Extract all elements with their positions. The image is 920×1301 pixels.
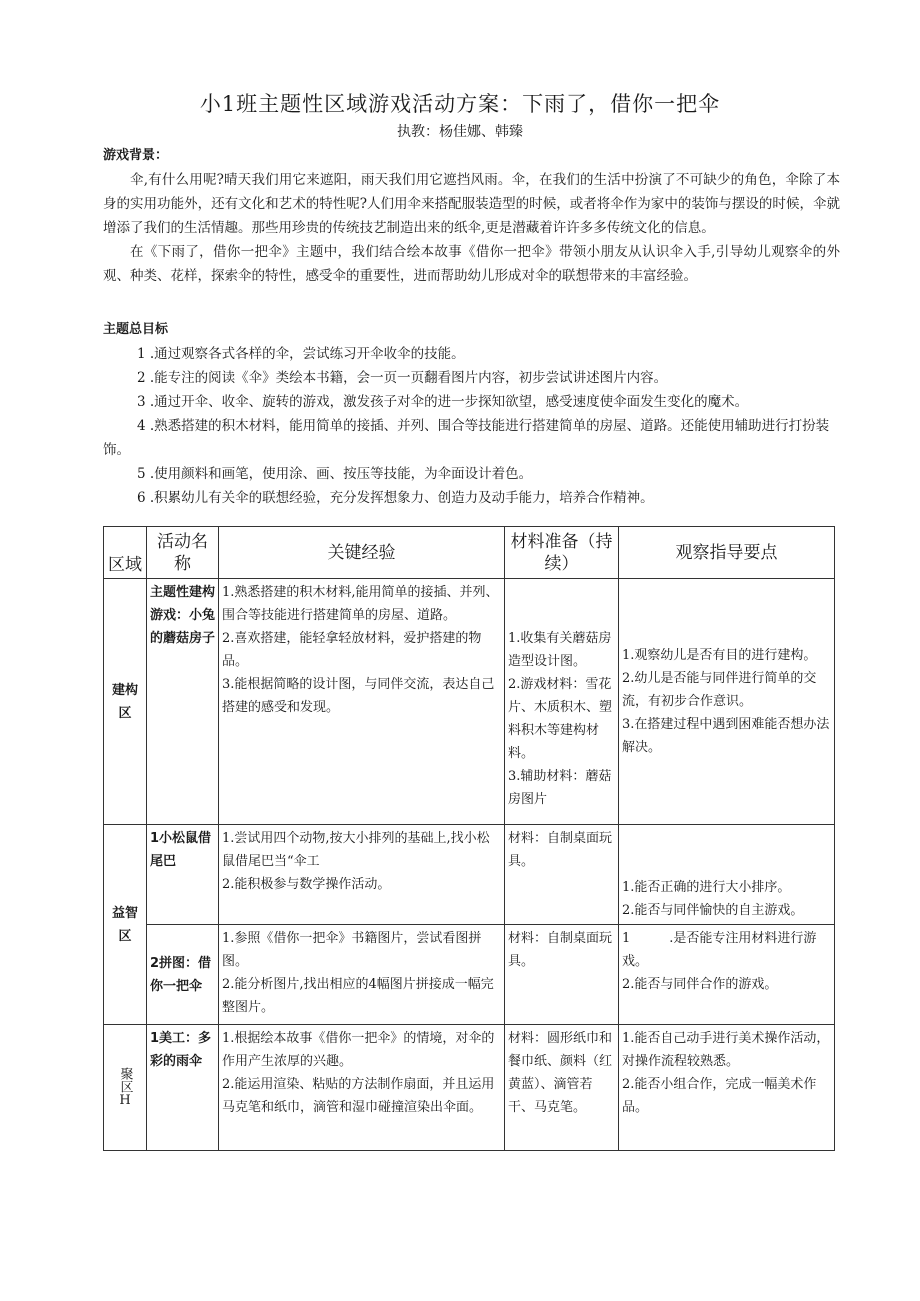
- activity-name-cell: 1小松鼠借尾巴: [147, 825, 219, 925]
- table-row: [104, 579, 835, 825]
- experience-cell: [219, 1025, 505, 1151]
- guidance-item: 2.能否与同伴愉快的自主游戏。: [622, 903, 804, 918]
- guidance-cell: [619, 825, 835, 925]
- guidance-cell: [619, 925, 835, 1025]
- header-experience: 关键经验: [219, 527, 505, 579]
- experience-cell: [219, 825, 505, 925]
- background-paragraph: 伞,有什么用呢?晴天我们用它来遮阳，雨天我们用它遮挡风雨。伞，在我们的生活中扮演了不可缺少的角色，伞除了本身的实用功能外，还有文化和艺术的特性呢?人们用伞来搭配服装造型的时候，或者将伞作为家中的装饰与摆设的时候，伞就增添了我们的生活情趣。那些用珍贵的传统技艺制造出来的纸伞,更是潜藏着许许多多传统文化的信息。: [103, 172, 840, 236]
- experience-cell: [219, 579, 505, 825]
- goals-section: [103, 318, 840, 510]
- experience-item: 2.喜欢搭建，能轻拿轻放材料，爱护搭建的物品。: [222, 631, 482, 669]
- experience-item: 3.能根据简略的设计图，与同伴交流，表达自己搭建的感受和发现。: [222, 677, 495, 715]
- experience-item: 1.参照《借你一把伞》书籍图片，尝试看图拼图。: [222, 931, 482, 969]
- materials-cell: [505, 825, 619, 925]
- materials-cell: [505, 1025, 619, 1151]
- activity-table: [103, 526, 835, 1151]
- background-heading: 游戏背景：: [103, 148, 169, 163]
- materials-item: 1.收集有关蘑菇房造型设计图。: [508, 631, 612, 669]
- guidance-cell: [619, 579, 835, 825]
- header-area: 区域: [104, 527, 147, 579]
- materials-item: 3.辅助材料：蘑菇房图片: [508, 769, 612, 807]
- goals-heading: 主题总目标: [103, 322, 169, 337]
- background-section: [103, 144, 840, 288]
- table-row: [104, 925, 835, 1025]
- materials-cell: [505, 925, 619, 1025]
- activity-name-cell: 2拼图：借你一把伞: [147, 925, 219, 1025]
- guidance-item: 2.能否与同伴合作的游戏。: [622, 977, 778, 992]
- header-materials: 材料准备（持续）: [505, 527, 619, 579]
- materials-item: 材料：自制桌面玩具。: [508, 831, 613, 869]
- experience-item: 1.熟悉搭建的积木材料,能用简单的接插、并列、围合等技能进行搭建简单的房屋、道路。: [222, 585, 499, 623]
- experience-item: 2.能分析图片,找出相应的4幅图片拼接成一幅完整图片。: [222, 977, 494, 1015]
- materials-cell: [505, 579, 619, 825]
- author-line: 执教：杨佳娜、韩臻: [397, 124, 523, 140]
- area-cell: 益智区: [104, 825, 147, 1025]
- goal-item: 6 .积累幼儿有关伞的联想经验，充分发挥想象力、创造力及动手能力，培养合作精神。: [137, 490, 654, 506]
- activity-name-cell: 主题性建构游戏：小兔的蘑菇房子: [147, 579, 219, 825]
- guidance-item: 1 .是否能专注用材料进行游: [622, 931, 817, 946]
- table-header-row: [104, 527, 835, 579]
- guidance-item: 3.在搭建过程中遇到困难能否想办法解决。: [622, 717, 830, 755]
- goal-item: 5 .使用颜料和画笔，使用涂、画、按压等技能，为伞面设计着色。: [137, 466, 533, 482]
- guidance-item: 2.能否小组合作，完成一幅美术作品。: [622, 1077, 817, 1115]
- guidance-item: 1.能否正确的进行大小排序。: [622, 880, 791, 895]
- goal-item: 4 .熟悉搭建的积木材料，能用简单的接插、并列、围合等技能进行搭建简单的房屋、道路。还能使用辅助进行打扮装饰。: [103, 418, 830, 458]
- experience-item: 1.根据绘本故事《借你一把伞》的情境，对伞的作用产生浓厚的兴趣。: [222, 1031, 495, 1069]
- guidance-item: 2.幼儿是否能与同伴进行简单的交流，有初步合作意识。: [622, 671, 817, 709]
- guidance-item: 戏。: [622, 954, 649, 969]
- activity-name-cell: 1美工：多彩的雨伞: [147, 1025, 219, 1151]
- guidance-item: 1.观察幼儿是否有目的进行建构。: [622, 648, 817, 663]
- experience-item: 2.能运用渲染、粘贴的方法制作扇面，并且运用马克笔和纸巾，滴管和湿巾碰撞渲染出伞面。: [222, 1077, 495, 1115]
- area-cell: 建构区: [104, 579, 147, 825]
- background-paragraph: 在《下雨了，借你一把伞》主题中，我们结合绘本故事《借你一把伞》带领小朋友从认识伞入手,引导幼儿观察伞的外观、种类、花样，探索伞的特性，感受伞的重要性，进而帮助幼儿形成对伞的联想带来的丰富经验。: [103, 244, 840, 284]
- header-guidance: 观察指导要点: [619, 527, 835, 579]
- materials-item: 材料：自制桌面玩具。: [508, 931, 613, 969]
- table-row: [104, 825, 835, 925]
- table-row: [104, 1025, 835, 1151]
- area-cell: 聚区H: [104, 1025, 147, 1151]
- experience-item: 2.能积极参与数学操作活动。: [222, 877, 391, 892]
- goal-item: 2 .能专注的阅读《伞》类绘本书籍，会一页一页翻看图片内容，初步尝试讲述图片内容。: [137, 370, 668, 386]
- experience-cell: [219, 925, 505, 1025]
- guidance-cell: [619, 1025, 835, 1151]
- guidance-item: 1.能否自己动手进行美术操作活动，对操作流程较熟悉。: [622, 1031, 830, 1069]
- goal-item: 1 .通过观察各式各样的伞，尝试练习开伞收伞的技能。: [137, 346, 465, 362]
- experience-item: 1.尝试用四个动物,按大小排列的基础上,找小松鼠借尾巴当“伞工: [222, 831, 490, 869]
- header-activity: 活动名称: [147, 527, 219, 579]
- materials-item: 材料：圆形纸巾和餐巾纸、颜料（红黄蓝）、滴管若干、马克笔。: [508, 1031, 613, 1115]
- goal-item: 3 .通过开伞、收伞、旋转的游戏，激发孩子对伞的进一步探知欲望，感受速度使伞面发生变化的魔术。: [137, 394, 749, 410]
- materials-item: 2.游戏材料：雪花片、木质积木、塑料积木等建构材料。: [508, 677, 613, 761]
- page-title: 小1班主题性区域游戏活动方案：下雨了，借你一把伞: [199, 92, 721, 116]
